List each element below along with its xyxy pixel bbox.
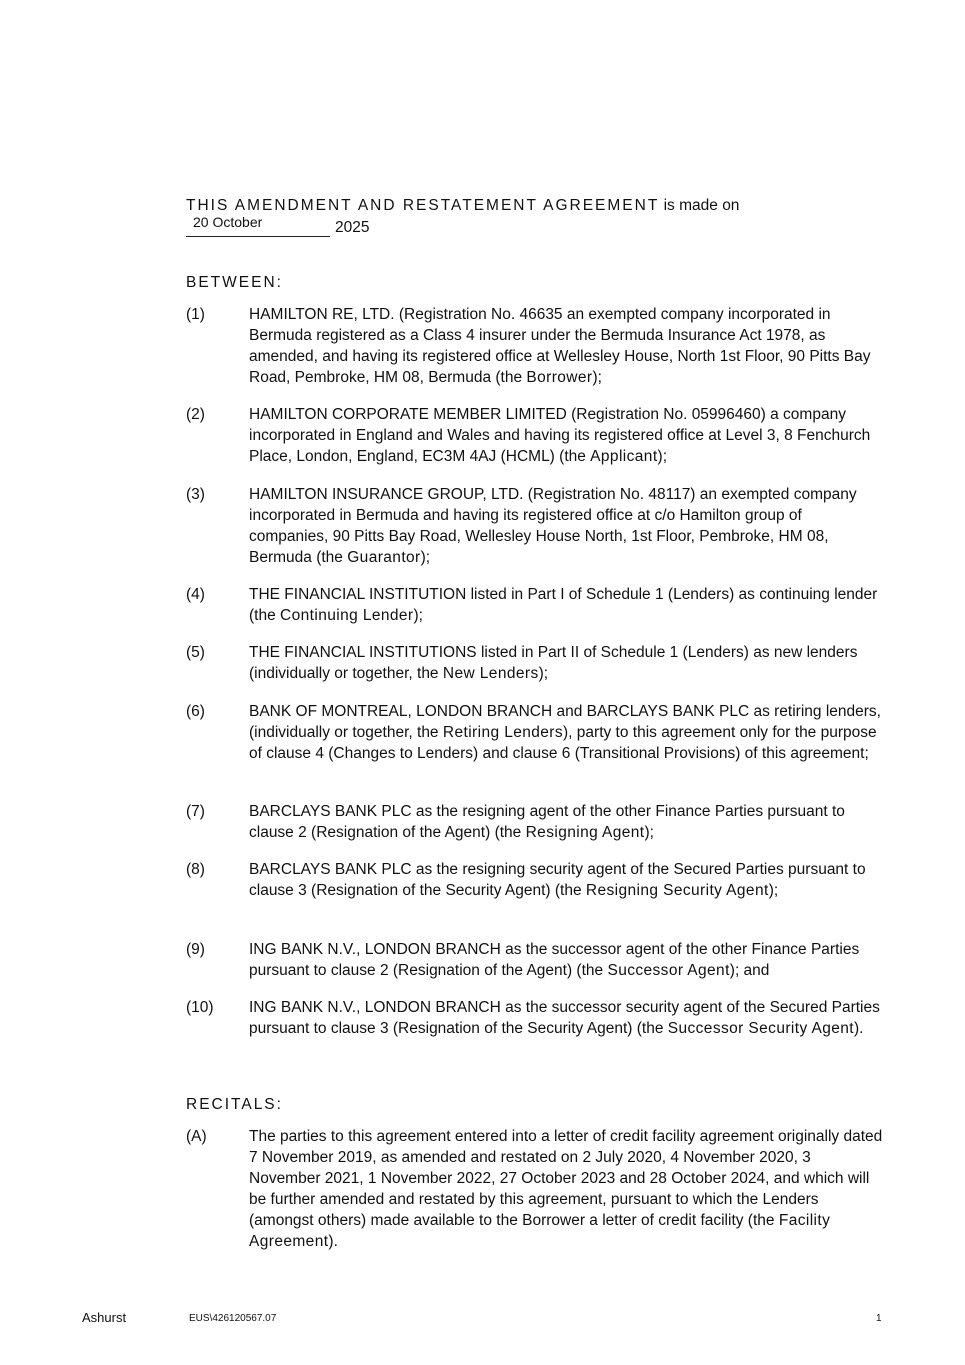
- party-text: HAMILTON INSURANCE GROUP, LTD. (Registration No. 48117) an exempted company incorporated in Bermuda and having its registered office at c/o Hamilton group of companies, 90 Pitts Bay Road, Wellesley House North, 1st Floor, Pembroke, HM 08, Bermuda (the Guarantor);: [249, 486, 857, 566]
- party-number: (3): [186, 486, 205, 503]
- recital-letter: (A): [186, 1128, 207, 1145]
- footer-doc-ref: EUS\426120567.07: [189, 1313, 277, 1324]
- party-text: THE FINANCIAL INSTITUTIONS listed in Part II of Schedule 1 (Lenders) as new lenders (individually or together, the New Lenders);: [249, 644, 858, 682]
- defined-term: Continuing Lender: [280, 607, 414, 624]
- defined-term: Resigning Security Agent: [585, 882, 769, 899]
- party-text: BANK OF MONTREAL, LONDON BRANCH and BARCLAYS BANK PLC as retiring lenders, (individually or together, the Retiring Lenders), party to this agreement only for the purpose of clause 4 (Changes to Lenders) and clause 6 (Transitional Provisions) of this agreement;: [249, 703, 881, 762]
- party-number: (9): [186, 941, 205, 958]
- defined-term: Guarantor: [347, 549, 421, 566]
- party-number: (4): [186, 586, 205, 603]
- party-text: ING BANK N.V., LONDON BRANCH as the successor agent of the other Finance Parties pursuant to clause 2 (Resignation of the Agent) (the Successor Agent); and: [249, 941, 860, 979]
- date-year: 2025: [335, 219, 370, 236]
- recital-text: The parties to this agreement entered into a letter of credit facility agreement originally dated 7 November 2019, as amended and restated on 2 July 2020, 4 November 2020, 3 November 2021, 1 November 2022, 27 October 2023 and 28 October 2024, and which will be further amended and restated by this agreement, pursuant to which the Lenders (amongst others) made available to the Borrower a letter of credit facility (the Facility Agreement).: [249, 1128, 883, 1250]
- party-number: (5): [186, 644, 205, 661]
- defined-term: Applicant: [590, 448, 658, 465]
- party-number: (8): [186, 861, 205, 878]
- party-number: (6): [186, 703, 205, 720]
- party-text: HAMILTON CORPORATE MEMBER LIMITED (Registration No. 05996460) a company incorporated in England and Wales and having its registered office at Level 3, 8 Fenchurch Place, London, England, EC3M 4AJ (HCML) (the Applicant);: [249, 406, 871, 465]
- defined-term: Retiring Lenders: [442, 724, 564, 741]
- defined-term: New Lenders: [442, 665, 539, 682]
- party-text: BARCLAYS BANK PLC as the resigning security agent of the Secured Parties pursuant to clause 3 (Resignation of the Security Agent) (the Resigning Security Agent);: [249, 861, 866, 899]
- party-number: (7): [186, 803, 205, 820]
- agreement-title: [186, 197, 739, 215]
- party-text: ING BANK N.V., LONDON BRANCH as the successor security agent of the Secured Parties pursuant to clause 3 (Resignation of the Security Agent) (the Successor Security Agent).: [249, 999, 880, 1037]
- recitals-heading: RECITALS:: [186, 1096, 283, 1113]
- date-filled-text: 20 October: [193, 214, 263, 230]
- between-heading: BETWEEN:: [186, 274, 283, 291]
- party-number: (10): [186, 999, 214, 1016]
- agreement-title-rest: is made on: [663, 197, 740, 214]
- defined-term: Facility Agreement: [249, 1212, 831, 1250]
- party-text: THE FINANCIAL INSTITUTION listed in Part I of Schedule 1 (Lenders) as continuing lender (the Continuing Lender);: [249, 586, 878, 624]
- party-number: (2): [186, 406, 205, 423]
- footer-firm: Ashurst: [82, 1310, 127, 1325]
- party-number: (1): [186, 306, 205, 323]
- party-text: BARCLAYS BANK PLC as the resigning agent of the other Finance Parties pursuant to clause 2 (Resignation of the Agent) (the Resigning Agent);: [249, 803, 845, 841]
- footer-page-number: 1: [876, 1313, 882, 1324]
- defined-term: Borrower: [526, 369, 593, 386]
- defined-term: Successor Agent: [607, 962, 730, 979]
- party-text: HAMILTON RE, LTD. (Registration No. 46635 an exempted company incorporated in Bermuda registered as a Class 4 insurer under the Bermuda Insurance Act 1978, as amended, and having its registered office at Wellesley House, North 1st Floor, 90 Pitts Bay Road, Pembroke, HM 08, Bermuda (the Borrower);: [249, 306, 871, 386]
- agreement-title-main: THIS AMENDMENT AND RESTATEMENT AGREEMENT: [186, 197, 660, 214]
- defined-term: Successor Security Agent: [667, 1020, 854, 1037]
- defined-term: Resigning Agent: [525, 824, 645, 841]
